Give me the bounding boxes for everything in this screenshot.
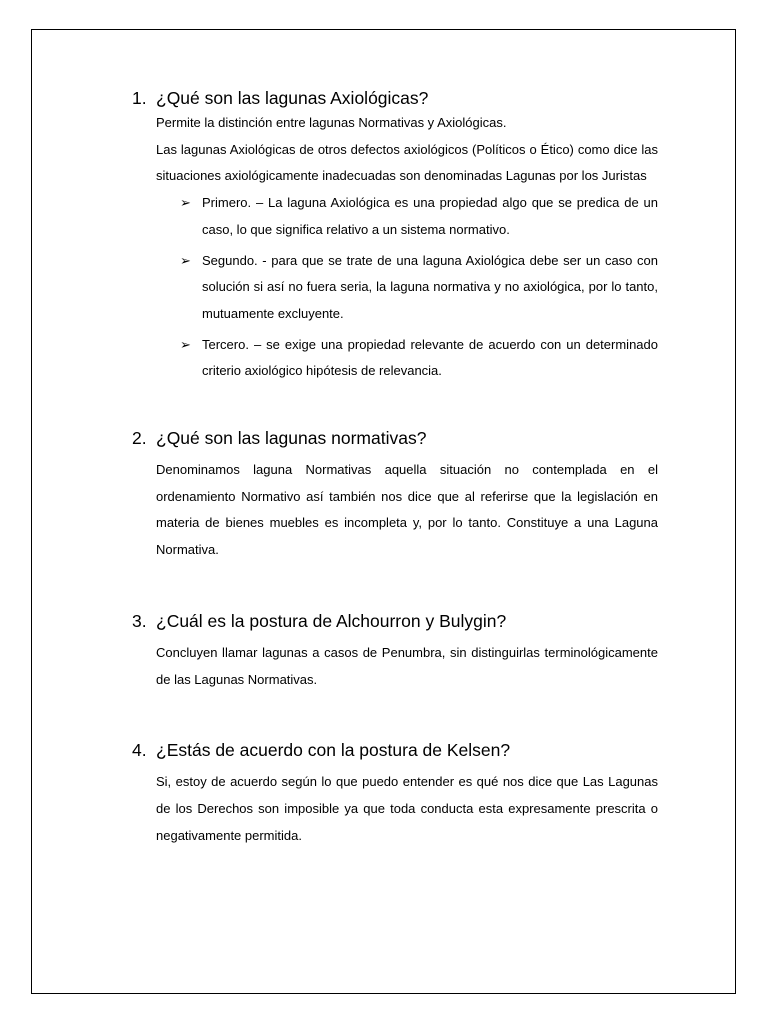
arrow-bullet-icon: ➢ [180,195,191,211]
answer-body [156,110,658,385]
section-3 [132,609,658,693]
answer-body [156,457,658,564]
bullet-text: Primero. – La laguna Axiológica es una propiedad algo que se predica de un caso, lo que significa relativo a un sistema normativo. [202,195,658,237]
bullet-text: Tercero. – se exige una propiedad relevante de acuerdo con un determinado criterio axiológico hipótesis de relevancia. [202,336,658,379]
bullet-text: Segundo. - para que se trate de una laguna Axiológica debe ser un caso con solución si así no fuera seria, la laguna normativa y no axiológica, por lo tanto, mutuamente excluyente. [202,252,658,321]
arrow-bullet-icon: ➢ [180,336,191,352]
question-number: 1. [132,88,147,108]
answer-paragraph: Denominamos laguna Normativas aquella situación no contemplada en el ordenamiento Normativo así también nos dice que al referirse que la legislación en materia de bienes muebles es incompleta y, por lo tanto. Constituye a una Laguna Normativa. [156,462,658,558]
question-heading [132,426,658,450]
answer-paragraph: Permite la distinción entre lagunas Normativas y Axiológicas. [156,115,507,130]
answer-paragraph: Concluyen llamar lagunas a casos de Penumbra, sin distinguirlas terminológicamente de las Lagunas Normativas. [156,644,658,687]
section-4 [132,738,658,849]
question-title: ¿Cuál es la postura de Alchourron y Bulygin? [156,610,507,631]
answer-paragraph: Las lagunas Axiológicas de otros defectos axiológicos (Políticos o Ético) como dice las situaciones axiológicamente inadecuadas son denominadas Lagunas por los Juristas [156,141,658,184]
answer-paragraph: Si, estoy de acuerdo según lo que puedo entender es qué nos dice que Las Lagunas de los Derechos son imposible ya que toda conducta esta expresamente prescrita o negativamente permitida. [156,774,658,843]
question-title: ¿Estás de acuerdo con la postura de Kelsen? [156,740,511,761]
question-heading [132,609,658,633]
section-2 [132,426,658,564]
answer-body [156,769,658,849]
arrow-bullet-icon: ➢ [180,252,191,268]
answer-body [156,640,658,693]
bullet-item [156,332,658,385]
section-1 [132,86,658,385]
question-number: 4. [132,740,147,761]
bullet-item [156,190,658,243]
question-number: 2. [132,428,147,449]
question-heading [132,86,658,110]
bullet-list [156,190,658,385]
question-heading [132,738,658,762]
bullet-item [156,248,658,328]
document-content [132,86,658,849]
question-number: 3. [132,610,147,631]
question-title: ¿Qué son las lagunas normativas? [156,428,427,449]
question-title: ¿Qué son las lagunas Axiológicas? [156,88,429,108]
